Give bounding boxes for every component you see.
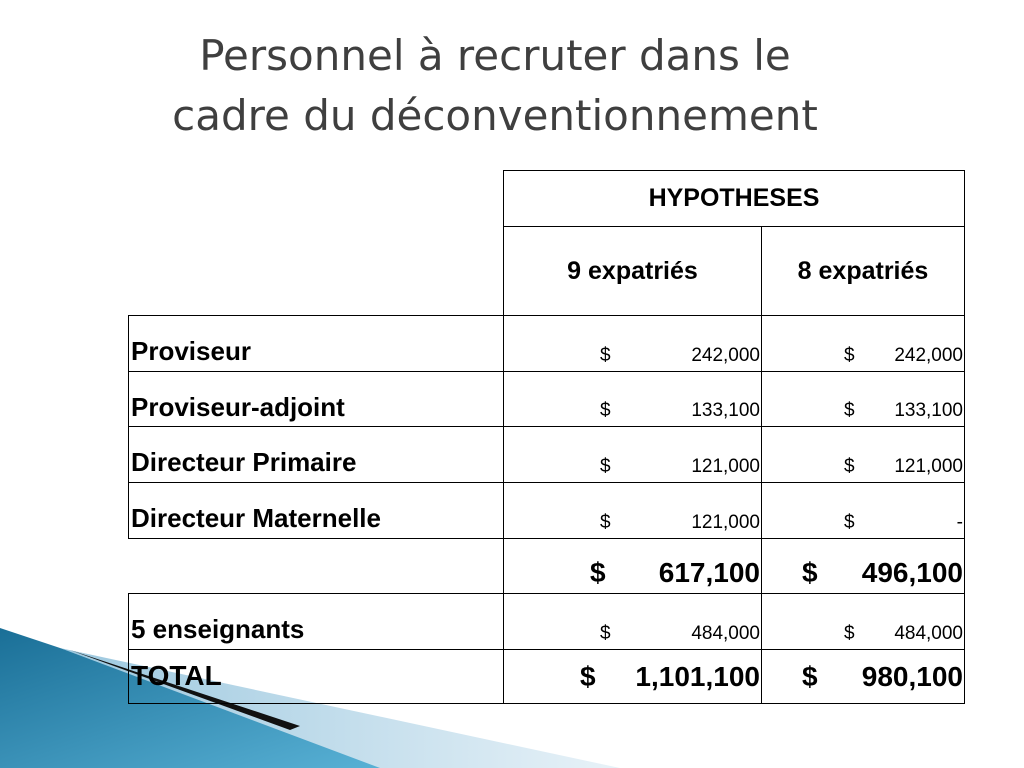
currency-symbol: $ bbox=[600, 512, 611, 533]
amount: 617,100 bbox=[658, 557, 760, 588]
cell-proviseur-9 bbox=[503, 315, 762, 372]
amount: 980,100 bbox=[861, 661, 963, 692]
row-label-enseignants: 5 enseignants bbox=[128, 593, 504, 650]
row-label-directeur-maternelle: Directeur Maternelle bbox=[128, 482, 504, 539]
currency-symbol: $ bbox=[844, 345, 855, 366]
header-hypotheses-text: HYPOTHESES bbox=[648, 184, 820, 212]
column-header-9-text: 9 expatriés bbox=[567, 256, 698, 285]
amount: - bbox=[956, 512, 963, 533]
cell-directeur-primaire-9 bbox=[503, 426, 762, 483]
cell-directeur-maternelle-9 bbox=[503, 482, 762, 539]
amount: 121,000 bbox=[894, 456, 963, 477]
currency-symbol: $ bbox=[844, 623, 855, 644]
row-label-proviseur-adjoint: Proviseur-adjoint bbox=[128, 371, 504, 427]
currency-symbol: $ bbox=[844, 456, 855, 477]
cell-enseignants-8 bbox=[761, 593, 965, 650]
currency-symbol: $ bbox=[600, 623, 611, 644]
currency-symbol: $ bbox=[600, 345, 611, 366]
currency-symbol: $ bbox=[802, 661, 818, 692]
cell-subtotal-8 bbox=[761, 538, 965, 594]
cell-total-9 bbox=[503, 649, 762, 704]
slide-title-line-1: Personnel à recruter dans le bbox=[199, 31, 791, 80]
currency-symbol: $ bbox=[844, 512, 855, 533]
amount: 121,000 bbox=[691, 456, 760, 477]
cell-subtotal-9 bbox=[503, 538, 762, 594]
currency-symbol: $ bbox=[844, 400, 855, 421]
amount: 242,000 bbox=[691, 345, 760, 366]
cell-directeur-maternelle-8 bbox=[761, 482, 965, 539]
cell-proviseur-adjoint-8 bbox=[761, 371, 965, 427]
column-header-9-expatries bbox=[503, 226, 762, 316]
row-label-proviseur: Proviseur bbox=[128, 315, 504, 372]
header-hypotheses bbox=[503, 170, 965, 227]
amount: 121,000 bbox=[691, 512, 760, 533]
cell-enseignants-9 bbox=[503, 593, 762, 650]
amount: 133,100 bbox=[691, 400, 760, 421]
currency-symbol: $ bbox=[600, 400, 611, 421]
column-header-8-text: 8 expatriés bbox=[797, 256, 929, 285]
cell-proviseur-adjoint-9 bbox=[503, 371, 762, 427]
currency-symbol: $ bbox=[590, 557, 606, 588]
row-label-directeur-primaire: Directeur Primaire bbox=[128, 426, 504, 483]
currency-symbol: $ bbox=[580, 661, 596, 692]
amount: 133,100 bbox=[894, 400, 963, 421]
cell-proviseur-8 bbox=[761, 315, 965, 372]
cell-directeur-primaire-8 bbox=[761, 426, 965, 483]
amount: 242,000 bbox=[894, 345, 963, 366]
column-header-8-expatries bbox=[761, 226, 965, 316]
currency-symbol: $ bbox=[600, 456, 611, 477]
currency-symbol: $ bbox=[802, 557, 818, 588]
amount: 484,000 bbox=[894, 623, 963, 644]
slide-title-line-2: cadre du déconventionnement bbox=[172, 91, 818, 140]
amount: 1,101,100 bbox=[635, 661, 760, 692]
row-label-total: TOTAL bbox=[128, 649, 504, 704]
amount: 496,100 bbox=[861, 557, 963, 588]
amount: 484,000 bbox=[691, 623, 760, 644]
cell-total-8 bbox=[761, 649, 965, 704]
